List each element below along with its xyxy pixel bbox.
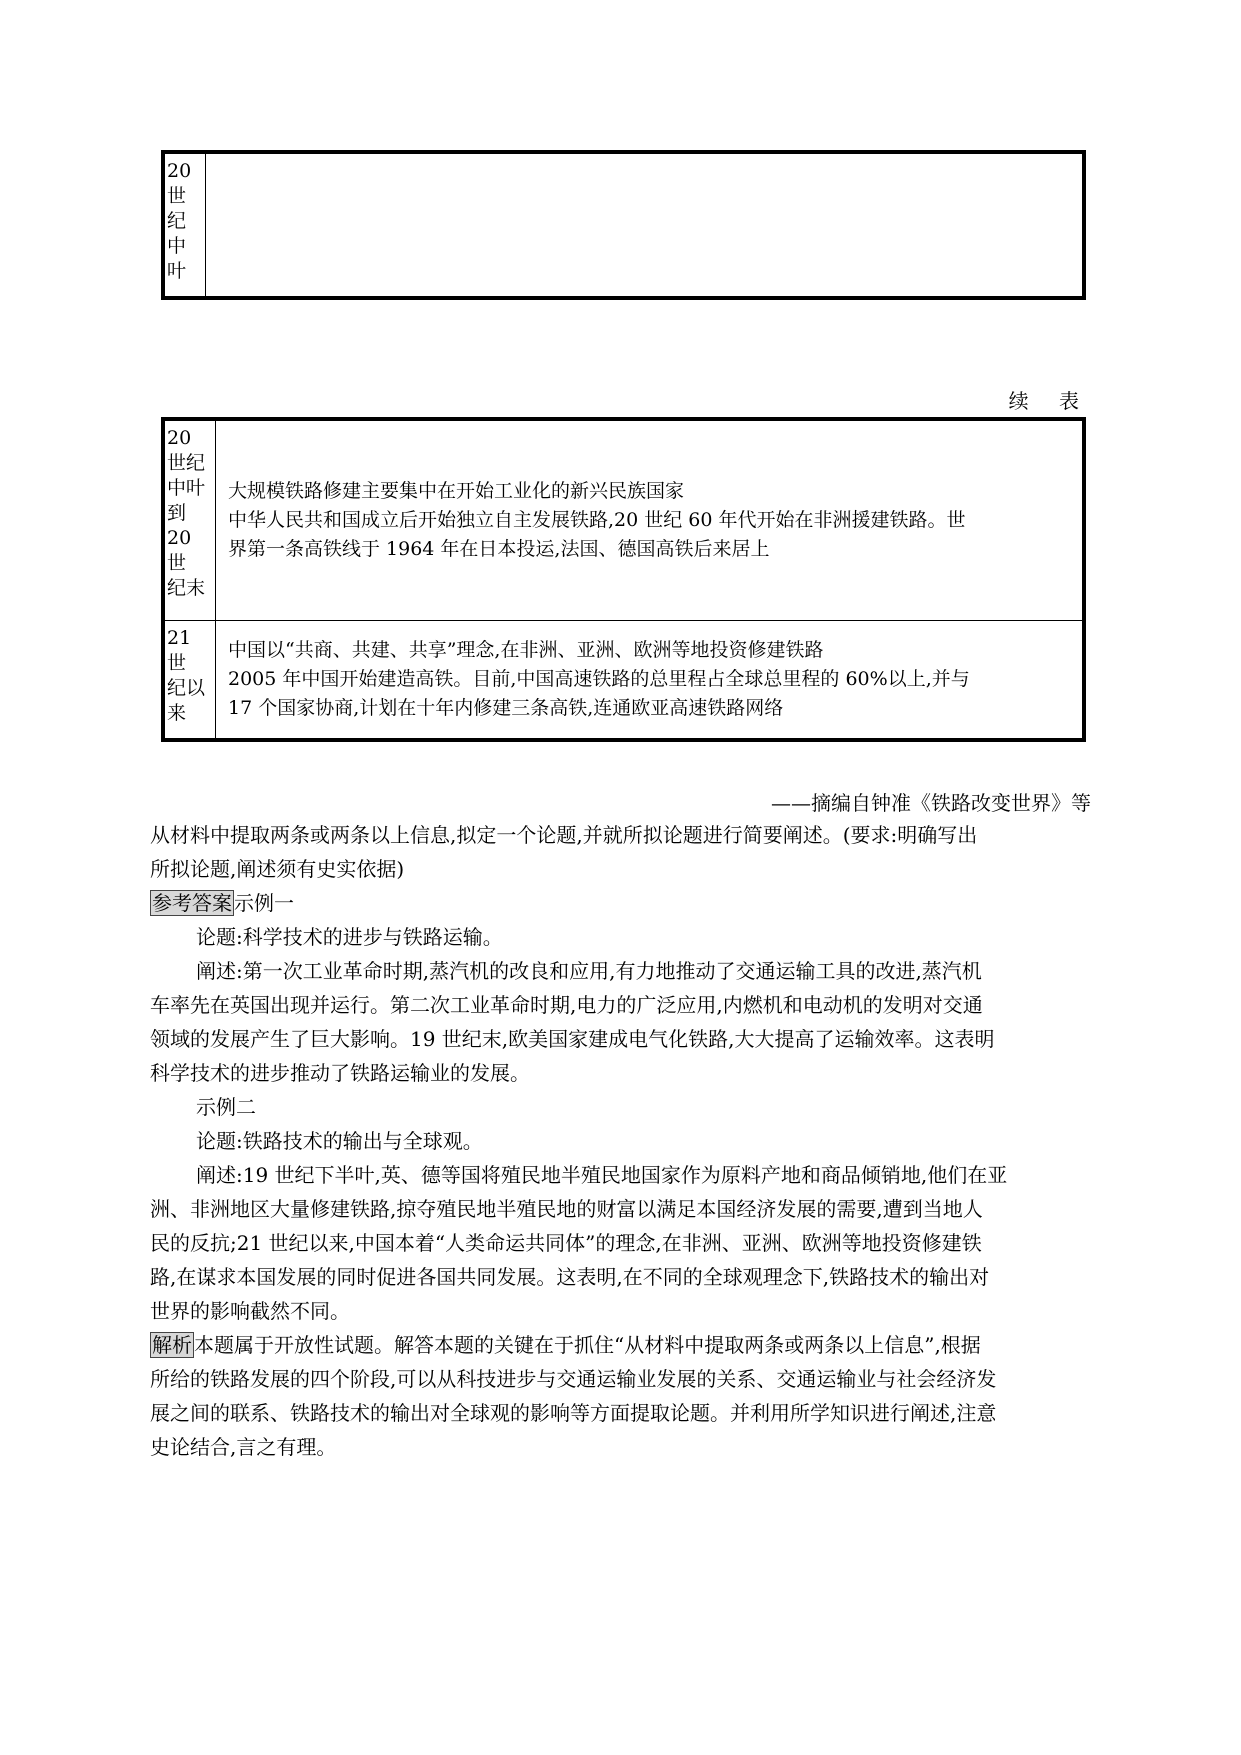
analysis-line: 所给的铁路发展的四个阶段,可以从科技进步与交通运输业发展的关系、交通运输业与社会经济发 [150,1367,997,1391]
railway-table-part-1 [161,150,1086,300]
analysis-label: 解析 [152,1333,192,1357]
period-char: 中 [167,235,187,257]
body-line: 阐述:19 世纪下半叶,英、德等国将殖民地半殖民地国家作为原料产地和商品倾销地,他们在亚 [196,1163,1008,1187]
table-row [163,620,1084,740]
period-char: 中叶 [167,477,206,499]
period-char: 世 [167,552,187,574]
body-line: 民的反抗;21 世纪以来,中国本着“人类命运共同体”的理念,在非洲、亚洲、欧洲等地投资修建铁 [150,1231,982,1255]
example2-title: 示例二 [196,1095,256,1119]
period-char: 20 [167,160,192,182]
table-row [163,152,1084,298]
body-line: 阐述:第一次工业革命时期,蒸汽机的改良和应用,有力地推动了交通运输工具的改进,蒸汽机 [196,959,982,983]
body-line: 洲、非洲地区大量修建铁路,掠夺殖民地半殖民地的财富以满足本国经济发展的需要,遭到当地人 [150,1197,983,1221]
railway-table-part-2 [161,417,1086,742]
example2-body [150,1158,1090,1328]
analysis-text: 本题属于开放性试题。解答本题的关键在于抓住“从材料中提取两条或两条以上信息”,根据 [194,1333,981,1357]
question-line: 所拟论题,阐述须有史实依据) [150,857,405,881]
content-line: 界第一条高铁线于 1964 年在日本投运,法国、德国高铁后来居上 [228,537,770,560]
content-line: 中华人民共和国成立后开始独立自主发展铁路,20 世纪 60 年代开始在非洲援建铁路。世 [228,508,966,531]
body-line: 领域的发展产生了巨大影响。19 世纪末,欧美国家建成电气化铁路,大大提高了运输效率。这表明 [150,1027,995,1051]
content-line: 中国以“共商、共建、共享”理念,在非洲、亚洲、欧洲等地投资修建铁路 [228,638,824,661]
content-cell [216,419,1085,620]
example1-title: 示例一 [234,891,294,915]
period-char: 叶 [167,260,187,282]
period-char: 20 [167,527,192,549]
period-char: 纪末 [167,577,206,599]
question-line: 从材料中提取两条或两条以上信息,拟定一个论题,并就所拟论题进行简要阐述。(要求:明确写出 [150,823,978,847]
example1-body [150,954,1090,1090]
example1-thesis: 论题:科学技术的进步与铁路运输。 [196,925,503,949]
table-row [163,419,1084,620]
period-char: 纪以 [167,676,206,699]
source-citation: ——摘编自钟准《铁路改变世界》等 [771,791,1091,815]
question-and-answer [150,818,1090,1464]
content-cell [206,152,1085,298]
period-cell [163,152,206,298]
continuation-label: 续 表 [1008,389,1091,413]
period-char: 世 [167,651,187,674]
period-char: 世 [167,185,187,207]
analysis-line [150,1328,1090,1362]
period-char: 20 [167,427,192,449]
answer-label: 参考答案 [152,891,232,915]
content-line: 2005 年中国开始建造高铁。目前,中国高速铁路的总里程占全球总里程的 60%以上,并与 [228,667,970,690]
analysis-section [150,1328,1090,1464]
analysis-line: 史论结合,言之有理。 [150,1435,337,1459]
answer-header [150,886,1090,920]
period-cell [163,620,216,740]
content-cell [216,620,1085,740]
period-cell [163,419,216,620]
period-char: 21 [167,626,192,649]
content-line: 17 个国家协商,计划在十年内修建三条高铁,连通欧亚高速铁路网络 [228,696,784,719]
question-text [150,818,1090,886]
analysis-line: 展之间的联系、铁路技术的输出对全球观的影响等方面提取论题。并利用所学知识进行阐述,注意 [150,1401,997,1425]
body-line: 路,在谋求本国发展的同时促进各国共同发展。这表明,在不同的全球观理念下,铁路技术的输出对 [150,1265,990,1289]
period-char: 纪 [167,210,187,232]
period-char: 来 [167,701,187,724]
content-line: 大规模铁路修建主要集中在开始工业化的新兴民族国家 [228,479,685,502]
body-line: 科学技术的进步推动了铁路运输业的发展。 [150,1061,530,1085]
period-char: 世纪 [167,452,206,474]
body-line: 车率先在英国出现并运行。第二次工业革命时期,电力的广泛应用,内燃机和电动机的发明对交通 [150,993,983,1017]
body-line: 世界的影响截然不同。 [150,1299,350,1323]
period-char: 到 [167,502,187,524]
example2-thesis: 论题:铁路技术的输出与全球观。 [196,1129,483,1153]
